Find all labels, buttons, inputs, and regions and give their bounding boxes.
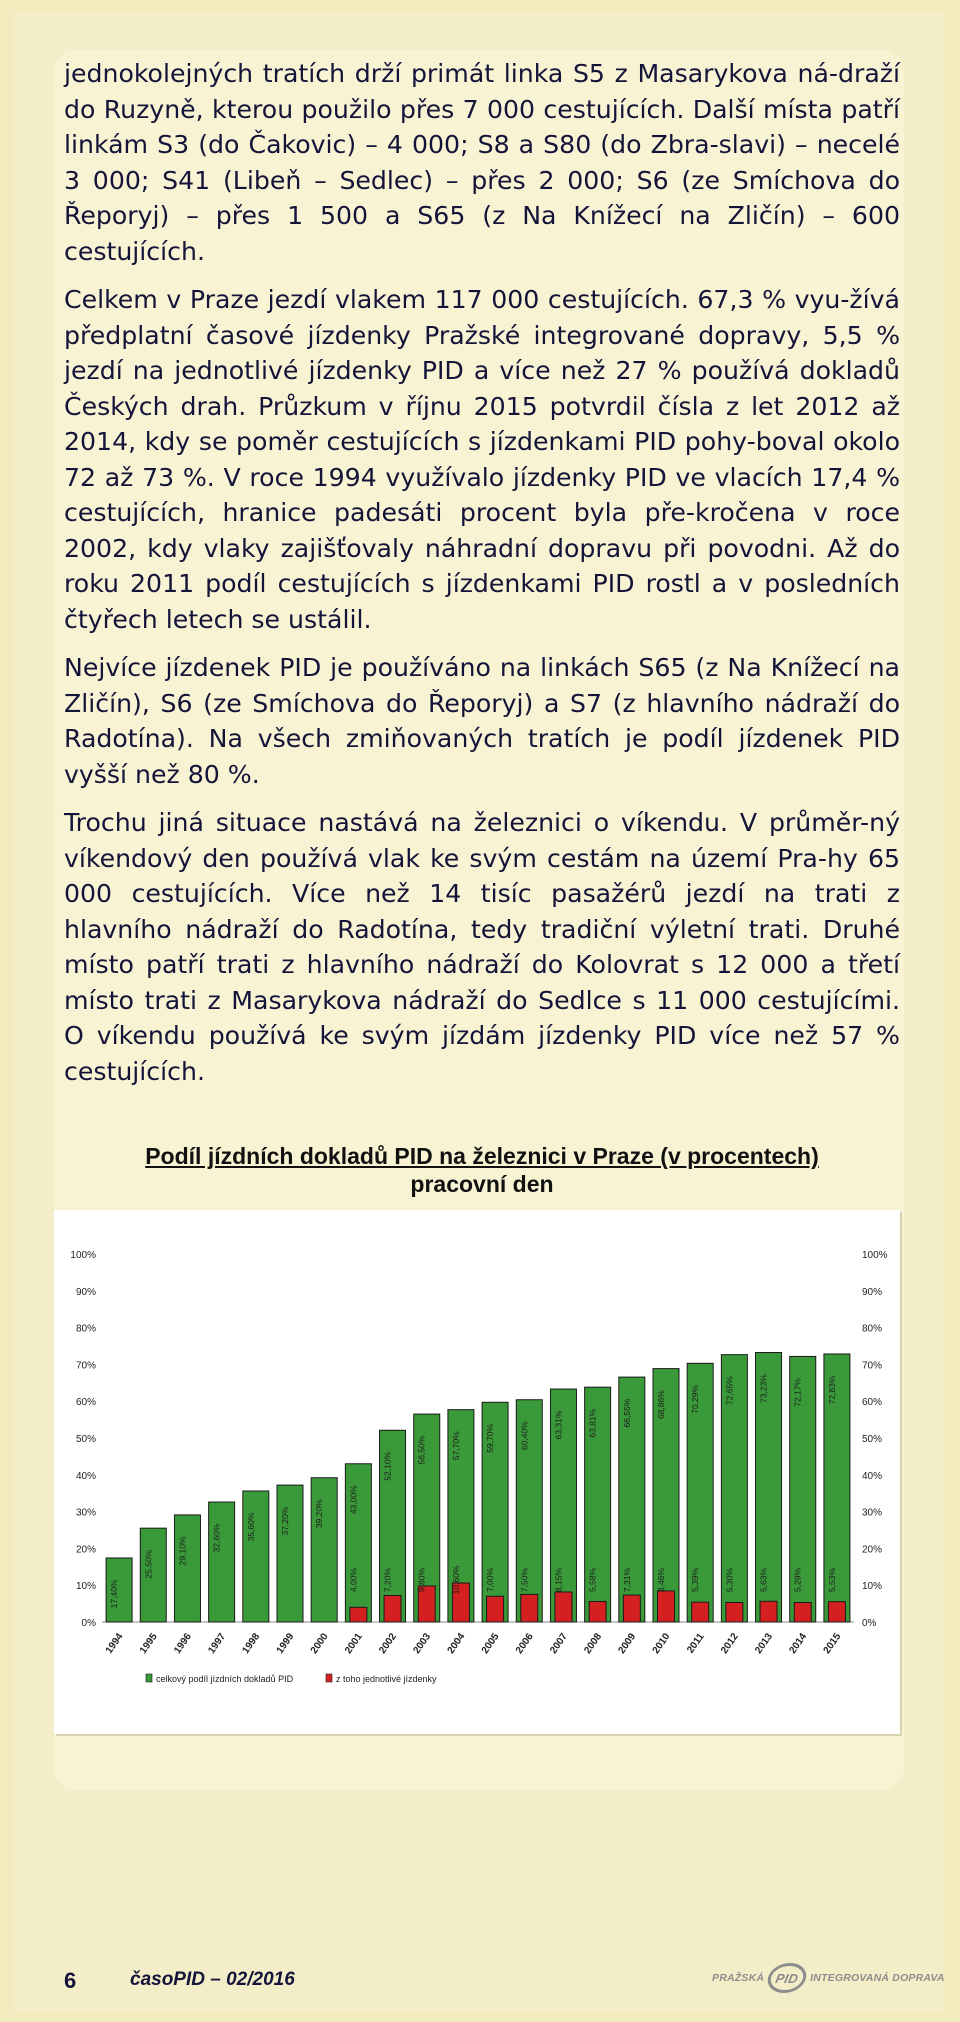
page-number: 6 [64,1968,77,1993]
x-tick-label: 1997 [206,1631,229,1656]
legend-swatch-total-pid [146,1674,152,1682]
y-tick-label-left: 100% [70,1250,96,1261]
y-tick-label-right: 30% [862,1507,883,1519]
x-tick-label: 2015 [821,1631,844,1656]
bar-single-tickets [658,1591,675,1622]
y-tick-label-right: 0% [862,1618,877,1629]
data-label-total-pid: 56,50% [416,1435,427,1465]
chart-title: Podíl jízdních dokladů PID na železnici v Praze (v procentech) [145,1143,819,1169]
article-paragraph-1: jednokolejných tratích drží primát linka S5 z Masarykova ná-draží do Ruzyně, kterou použilo přes 7 000 cestujících. Další místa patří linkám S3 (do Čakovic) – 4 000; S8 a S80 (do Zbra-slavi) – necelé 3 000; S41 (Libeň – Sedlec) – přes 2 000; S6 (ze Smíchova do Řeporyj) – přes 1 500 a S65 (z Na Knížecí na Zličín) – 600 cestujících. [64,59,900,266]
data-label-total-pid: 68,86% [656,1390,666,1420]
bar-total-pid [174,1515,200,1622]
bar-chart [54,1210,900,1734]
x-tick-label: 2006 [513,1631,536,1656]
logo-text-right: INTEGROVANÁ DOPRAVA [810,1972,945,1984]
x-tick-label: 1998 [240,1631,263,1656]
y-tick-label-left: 10% [75,1581,96,1593]
x-tick-label: 2003 [411,1631,434,1656]
x-tick-label: 2010 [650,1631,673,1656]
bar-single-tickets [350,1607,367,1622]
data-label-single-tickets: 7,00% [485,1567,496,1593]
y-tick-label-right: 100% [862,1250,888,1261]
data-label-single-tickets: 5,29% [792,1567,803,1593]
bar-total-pid [209,1502,235,1622]
pid-logo [712,1960,945,1996]
data-label-single-tickets: 8,46% [656,1567,666,1593]
y-tick-label-left: 50% [75,1434,96,1445]
data-label-total-pid: 52,10% [382,1451,393,1481]
bar-single-tickets [760,1601,777,1622]
y-tick-label-right: 20% [862,1544,883,1556]
bar-single-tickets [828,1602,845,1622]
y-tick-label-left: 60% [75,1397,96,1409]
data-label-total-pid: 39,20% [314,1499,325,1529]
magazine-issue: časoPID – 02/2016 [130,1969,295,1990]
y-tick-label-left: 70% [75,1360,96,1372]
data-label-total-pid: 35,60% [245,1512,256,1542]
x-tick-label: 2001 [343,1631,365,1656]
data-label-total-pid: 59,70% [485,1423,496,1453]
data-label-total-pid: 29,10% [177,1536,188,1566]
data-label-single-tickets: 4,00% [348,1567,359,1593]
data-label-single-tickets: 8,15% [553,1567,564,1593]
article-paragraph-2: Celkem v Praze jezdí vlakem 117 000 cestujících. 67,3 % vyu-žívá předplatní časové jízdenky Pražské integrované dopravy, 5,5 % jezdí na jednotlivé jízdenky PID a více než 27 % používá dokladů Českých drah. Průzkum v říjnu 2015 potvrdil čísla z let 2012 až 2014, kdy se poměr cestujících s jízdenkami PID pohy-boval okolo 72 až 73 %. V roce 1994 využívalo jízdenky PID ve vlacích 17,4 % cestujících, hranice padesáti procent byla pře-kročena v roce 2002, kdy vlaky zajišťovaly náhradní dopravu při povodni. Až do roku 2011 podíl cestujících s jízdenkami PID rostl a v posledních čtyřech letech se ustálil. [64,285,900,634]
x-tick-label: 2009 [616,1631,639,1656]
bar-single-tickets [521,1594,538,1622]
chart-area [54,1210,900,1734]
y-tick-label-left: 30% [75,1507,96,1519]
legend-label-single-tickets: z toho jednotlivé jízdenky [336,1674,437,1684]
x-tick-label: 2000 [308,1631,331,1656]
y-tick-label-right: 60% [862,1397,883,1409]
x-tick-label: 1996 [172,1631,194,1656]
bar-single-tickets [794,1603,811,1622]
chart-subtitle: pracovní den [410,1171,554,1197]
bar-single-tickets [623,1595,640,1622]
data-label-single-tickets: 9,80% [416,1567,427,1593]
data-label-total-pid: 72,17% [792,1377,803,1407]
x-tick-label: 1999 [274,1631,297,1656]
logo-text-left: PRAŽSKÁ [712,1972,765,1984]
data-label-single-tickets: 5,53% [826,1567,837,1593]
data-label-single-tickets: 5,39% [690,1567,701,1593]
y-tick-label-left: 90% [75,1286,96,1298]
bar-single-tickets [589,1601,606,1622]
pid-logo-icon [765,1963,809,1993]
data-label-total-pid: 43,00% [348,1485,359,1515]
y-tick-label-right: 40% [862,1470,883,1482]
data-label-total-pid: 70,29% [690,1384,701,1414]
x-tick-label: 2008 [582,1631,605,1656]
data-label-total-pid: 25,50% [143,1549,154,1579]
x-tick-label: 2014 [787,1631,810,1656]
x-tick-label: 2005 [479,1631,502,1656]
x-tick-label: 1995 [137,1631,160,1656]
y-tick-label-right: 90% [862,1286,883,1298]
y-tick-label-right: 80% [862,1323,883,1335]
bar-total-pid [277,1485,303,1622]
y-tick-label-right: 70% [862,1360,883,1372]
data-label-total-pid: 63,31% [553,1410,564,1440]
y-tick-label-left: 80% [75,1323,96,1335]
bar-single-tickets [487,1596,504,1622]
x-tick-label: 2004 [445,1631,468,1656]
data-label-total-pid: 63,81% [587,1408,598,1438]
data-label-total-pid: 37,20% [280,1506,290,1536]
data-label-total-pid: 72,83% [826,1375,837,1405]
data-label-single-tickets: 7,31% [621,1567,632,1593]
data-label-single-tickets: 5,63% [758,1567,769,1593]
data-label-total-pid: 17,40% [109,1579,120,1609]
x-tick-label: 1994 [103,1631,126,1656]
bar-total-pid [243,1491,269,1622]
y-tick-label-right: 10% [862,1581,883,1593]
data-label-single-tickets: 10,60% [450,1565,461,1595]
data-label-total-pid: 72,65% [724,1376,735,1406]
x-tick-label: 2007 [548,1631,570,1656]
legend-label-total-pid: celkový podíl jízdních dokladů PID [156,1674,294,1684]
data-label-single-tickets: 7,50% [519,1567,530,1593]
x-tick-label: 2013 [753,1631,776,1656]
article-body [64,56,900,1102]
data-label-total-pid: 73,23% [758,1374,769,1403]
bar-single-tickets [384,1596,401,1622]
x-tick-label: 2002 [377,1631,400,1656]
y-tick-label-right: 50% [862,1434,883,1445]
data-label-single-tickets: 7,20% [382,1567,393,1593]
y-tick-label-left: 0% [81,1618,96,1629]
y-tick-label-left: 40% [75,1470,96,1482]
bar-single-tickets [726,1602,743,1622]
x-tick-label: 2011 [685,1631,707,1656]
data-label-total-pid: 57,70% [450,1431,461,1461]
x-tick-label: 2012 [719,1631,741,1656]
data-label-total-pid: 32,60% [211,1523,222,1553]
article-paragraph-3: Nejvíce jízdenek PID je používáno na linkách S65 (z Na Knížecí na Zličín), S6 (ze Smíchova do Řeporyj) a S7 (z hlavního nádraží do Radotína). Na všech zmiňovaných tratích je podíl jízdenek PID vyšší než 80 %. [64,653,900,789]
data-label-total-pid: 60,40% [519,1421,530,1451]
data-label-total-pid: 66,55% [621,1398,632,1428]
legend-swatch-single-tickets [326,1674,332,1682]
data-label-single-tickets: 5,58% [587,1567,598,1593]
logo-mark-text: PID [774,1970,800,1986]
article-paragraph-4: Trochu jiná situace nastává na železnici o víkendu. V průměr-ný víkendový den používá vlak ke svým cestám na území Pra-hy 65 000 cestujících. Více než 14 tisíc pasažérů jezdí na trati z hlavního nádraží do Radotína, tedy tradiční výletní trati. Druhé místo patří trati z hlavního nádraží do Kolovrat s 12 000 a třetí místo trati z Masarykova nádraží do Sedlce s 11 000 cestujícími. O víkendu používá ke svým jízdám jízdenky PID více než 57 % cestujících. [64,808,900,1086]
data-label-single-tickets: 5,30% [724,1567,735,1593]
bar-single-tickets [692,1602,709,1622]
y-tick-label-left: 20% [75,1544,96,1556]
bar-single-tickets [555,1592,572,1622]
